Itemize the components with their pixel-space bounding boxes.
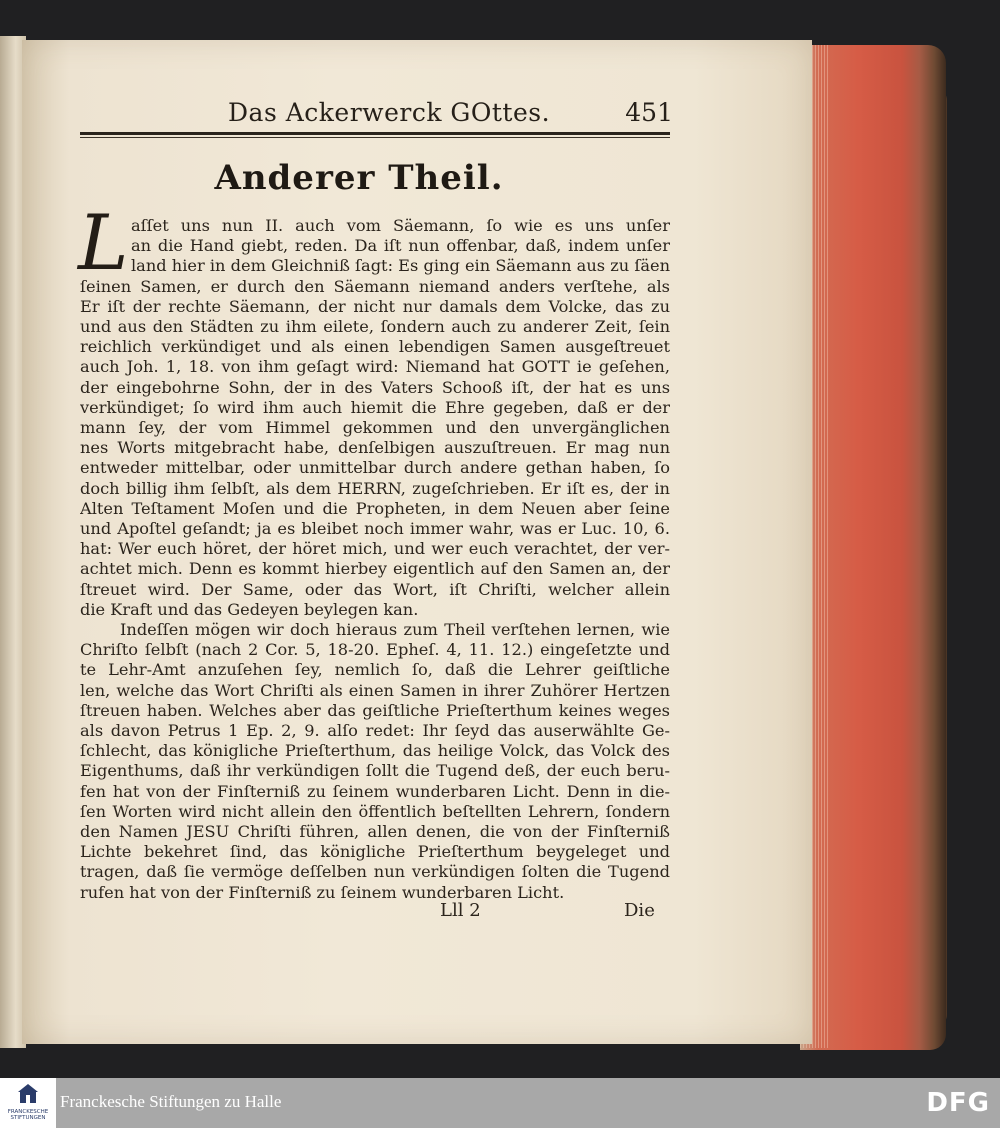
text-line: den Namen JESU Chriſti führen, allen denen, die von der Finſterniß [80, 822, 670, 841]
logo-text: FRANCKESCHE STIFTUNGEN [7, 1109, 49, 1121]
text-line: reichlich verkündiget und als einen lebendigen Samen ausgeſtreuet [80, 337, 670, 357]
text-line: Lichte bekehret ſind, das königliche Prieſterthum beygeleget und [80, 842, 670, 862]
text-line: achtet mich. Denn es kommt hierbey eigentlich auf den Samen an, der [80, 559, 670, 579]
signature-mark: Lll 2 [440, 900, 481, 921]
text-line: fen hat von der Finſterniß zu ſeinem wunderbaren Licht. Denn in die- [80, 781, 670, 801]
text-line: mann ſey, der vom Himmel gekommen und den unvergänglichen [80, 418, 670, 437]
text-line: len, welche das Wort Chriſti als einen Samen in ihrer Zuhörer Hertzen [80, 680, 670, 700]
text-line: doch billig ihm ſelbſt, als dem HERRN, zugeſchrieben. Er iſt es, der in [80, 478, 670, 498]
text-line: Eigenthums, daß ihr verkündigen ſollt die Tugend deß, der euch beru- [80, 761, 670, 781]
text-line: land hier in dem Gleichniß ſagt: Es ging ein Säemann aus zu ſäen [131, 256, 670, 276]
text-line: und Apoſtel geſandt; ja es bleibet noch immer wahr, was er Luc. 10, 6. [80, 519, 670, 538]
institution-name[interactable]: Franckesche Stiftungen zu Halle [60, 1092, 282, 1111]
running-title: Das Ackerwerck GOttes. [228, 98, 551, 127]
text-line: ſen Worten wird nicht allein den öffentlich beſtellten Lehrern, ſondern [80, 801, 670, 821]
text-line: tragen, daß ſie vermöge deſſelben nun verkündigen ſolten die Tugend [80, 862, 670, 882]
text-line: rufen hat von der Finſterniß zu ſeinem wunderbaren Licht. [80, 882, 565, 902]
text-line: aſſet uns nun II. auch vom Säemann, ſo wie es uns unſer [131, 216, 670, 235]
text-line: die Kraft und das Gedeyen beylegen kan. [80, 599, 419, 619]
dfg-logo[interactable]: DFG [926, 1088, 990, 1118]
text-line: ſtreuen haben. Welches aber das geiſtliche Prieſterthum keines weges [80, 700, 670, 720]
catchword: Die [624, 900, 655, 921]
text-line: ſtreuet wird. Der Same, oder das Wort, iſt Chriſti, welcher allein [80, 579, 670, 599]
text-line: hat: Wer euch höret, der höret mich, und wer euch verachtet, der ver- [80, 539, 670, 559]
viewer-footer [0, 1078, 1000, 1128]
drop-capital: L [78, 198, 129, 287]
text-line: nes Worts mitgebracht habe, denſelbigen auszuſtreuen. Er mag nun [80, 438, 670, 458]
text-line: und aus den Städten zu ihm eilete, ſondern auch zu anderer Zeit, ſein [80, 317, 670, 336]
text-line: ſchlecht, das königliche Prieſterthum, das heilige Volck, das Volck des [80, 741, 670, 761]
text-line: der eingebohrne Sohn, der in des Vaters Schooß iſt, der hat es uns [80, 377, 670, 397]
institution-emblem-icon [17, 1083, 39, 1105]
text-line: verkündiget; ſo wird ihm auch hiemit die Ehre gegeben, daß er der [80, 397, 670, 417]
text-line: an die Hand giebt, reden. Da iſt nun offenbar, daß, indem unſer [131, 236, 670, 256]
section-title: Anderer Theil. [214, 158, 504, 198]
text-line: te Lehr-Amt anzuſehen ſey, nemlich ſo, daß die Lehrer geiſtliche [80, 660, 670, 680]
text-line: Chriſto ſelbſt (nach 2 Cor. 5, 18-20. Epheſ. 4, 11. 12.) eingeſetzte und [80, 640, 670, 660]
text-line: Indeſſen mögen wir doch hieraus zum Theil verſtehen lernen, wie [120, 620, 670, 639]
text-line: als davon Petrus 1 Ep. 2, 9. alſo redet: Ihr ſeyd das auserwählte Ge- [80, 721, 670, 740]
franckesche-logo[interactable] [0, 1078, 56, 1128]
page-number: 451 [625, 98, 673, 127]
text-line: ſeinen Samen, er durch den Säemann niemand anders verſtehe, als [80, 276, 670, 296]
text-line: Alten Teſtament Moſen und die Propheten, in dem Neuen aber ſeine [80, 498, 670, 518]
text-line: auch Joh. 1, 18. von ihm geſagt wird: Niemand hat GOTT ie geſehen, [80, 357, 670, 377]
text-line: Er iſt der rechte Säemann, der nicht nur damals dem Volcke, das zu [80, 296, 670, 316]
text-line: entweder mittelbar, oder unmittelbar durch andere gethan haben, ſo [80, 458, 670, 478]
